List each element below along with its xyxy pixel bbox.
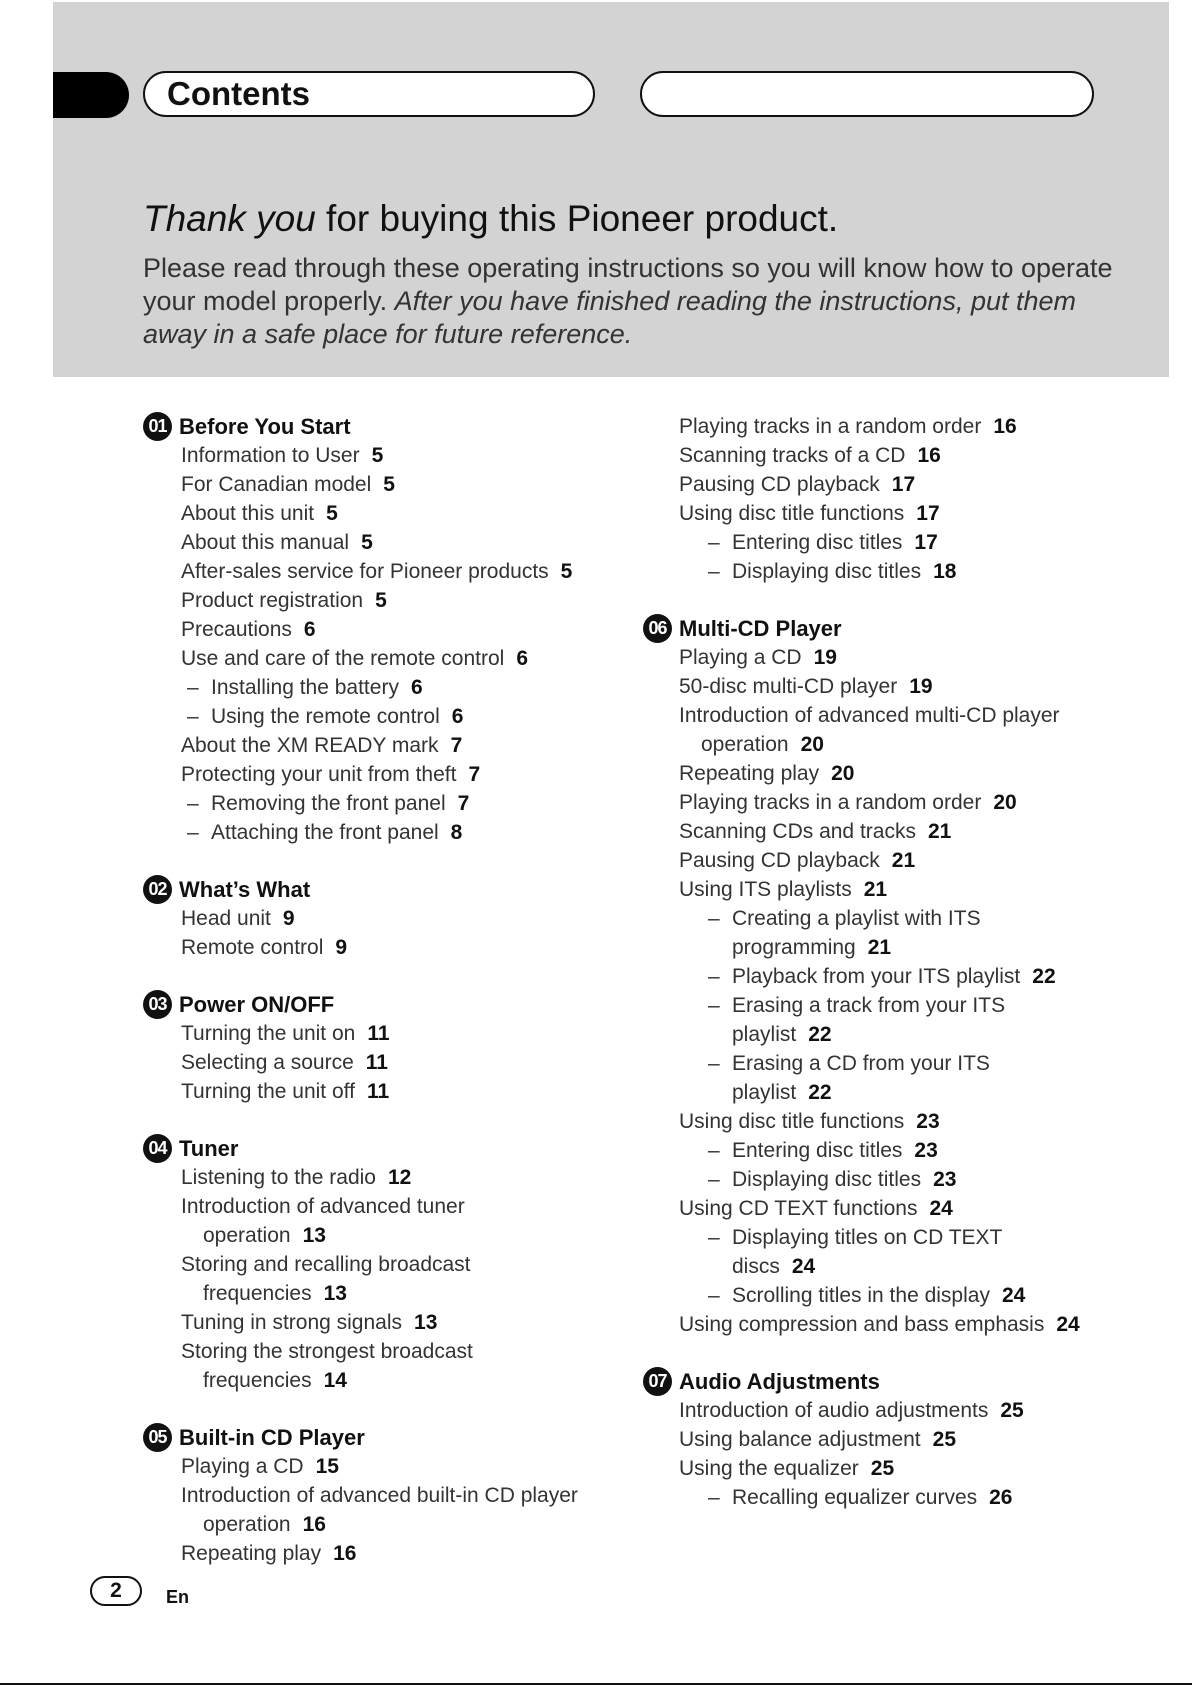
toc-page-number: 9 — [335, 936, 348, 959]
toc-entry-text: Using disc title functions — [679, 502, 905, 525]
toc-entry — [143, 441, 613, 470]
toc-entry-continuation-text: discs — [732, 1255, 780, 1278]
toc-entry — [143, 1539, 613, 1568]
toc-entry — [143, 528, 613, 557]
toc-column-right — [643, 412, 1113, 1540]
toc-entry-continuation-text: operation — [203, 1513, 291, 1536]
toc-page-number: 18 — [933, 560, 957, 583]
toc-entry — [143, 586, 613, 615]
toc-entry-text: Turning the unit off — [181, 1080, 355, 1103]
toc-page-number: 17 — [914, 531, 938, 554]
toc-entry-text: Using CD TEXT functions — [679, 1197, 918, 1220]
toc-page-number: 5 — [560, 560, 573, 583]
toc-entry-text: Turning the unit on — [181, 1022, 356, 1045]
toc-section — [143, 990, 613, 1106]
toc-entry-text: Entering disc titles — [732, 531, 903, 554]
toc-entry — [643, 1165, 1113, 1194]
section-number-badge: 02 — [143, 875, 172, 904]
toc-entry-text: Erasing a CD from your ITS — [732, 1052, 990, 1075]
toc-entry-text: About the XM READY mark — [181, 734, 439, 757]
toc-entry-continuation-text: operation — [203, 1224, 291, 1247]
toc-entry-text: Pausing CD playback — [679, 849, 880, 872]
toc-entry-text: Using ITS playlists — [679, 878, 852, 901]
toc-entry — [143, 557, 613, 586]
toc-entry-text: Installing the battery — [211, 676, 399, 699]
toc-entry — [643, 1281, 1113, 1310]
toc-section-continued — [643, 412, 1113, 586]
section-tab-marker — [53, 72, 129, 118]
toc-section-heading — [143, 1134, 613, 1163]
toc-page-number: 5 — [326, 502, 338, 525]
toc-page-number: 9 — [282, 907, 295, 930]
toc-entry — [143, 1308, 613, 1337]
toc-entry — [643, 1425, 1113, 1454]
toc-entry-continuation — [181, 1510, 613, 1539]
toc-entry-continuation — [679, 730, 1113, 759]
toc-entry-continuation-text: frequencies — [203, 1282, 312, 1305]
toc-entry-continuation — [181, 1279, 613, 1308]
toc-page-number: 20 — [993, 791, 1017, 814]
toc-page-number: 23 — [914, 1139, 938, 1162]
toc-entry — [643, 412, 1113, 441]
toc-entry — [643, 1223, 1113, 1281]
toc-entry — [643, 991, 1113, 1049]
toc-page-number: 25 — [1000, 1399, 1024, 1422]
toc-entry — [643, 1483, 1113, 1512]
toc-page-number: 5 — [371, 444, 384, 467]
toc-section-title: Before You Start — [179, 413, 351, 439]
toc-section-heading — [143, 875, 613, 904]
toc-entry — [143, 1337, 613, 1395]
toc-page-number: 6 — [451, 705, 464, 728]
section-number-badge: 01 — [143, 412, 172, 441]
toc-entry — [143, 1077, 613, 1106]
toc-section-heading — [143, 412, 613, 441]
toc-entry-text: Playing tracks in a random order — [679, 791, 982, 814]
toc-page-number: 22 — [1032, 965, 1056, 988]
toc-entry-text: Head unit — [181, 907, 271, 930]
toc-entry-text: Pausing CD playback — [679, 473, 880, 496]
section-number-badge: 07 — [643, 1367, 672, 1396]
toc-page-number: 7 — [457, 792, 470, 815]
toc-section — [643, 1367, 1113, 1512]
toc-entry-text: Scanning tracks of a CD — [679, 444, 906, 467]
page-number-badge: 2 — [90, 1576, 142, 1606]
toc-page-number: 16 — [993, 415, 1017, 438]
toc-page-number: 23 — [933, 1168, 957, 1191]
toc-page-number: 16 — [302, 1513, 326, 1536]
toc-entry — [143, 731, 613, 760]
toc-entry-text: Storing and recalling broadcast — [181, 1253, 471, 1276]
toc-page-number: 6 — [303, 618, 316, 641]
toc-page-number: 19 — [813, 646, 837, 669]
toc-entry-text: Information to User — [181, 444, 360, 467]
toc-page-number: 26 — [989, 1486, 1013, 1509]
toc-page-number: 6 — [410, 676, 423, 699]
toc-entry-text: Displaying disc titles — [732, 1168, 922, 1191]
thank-you-rest: for buying this Pioneer product. — [315, 198, 839, 239]
toc-page-number: 19 — [909, 675, 933, 698]
toc-entry-text: Introduction of audio adjustments — [679, 1399, 989, 1422]
toc-page-number: 11 — [366, 1080, 390, 1103]
toc-entry-text: Recalling equalizer curves — [732, 1486, 978, 1509]
section-number-badge: 04 — [143, 1134, 172, 1163]
toc-page-number: 11 — [365, 1051, 388, 1074]
toc-entry — [643, 1310, 1113, 1339]
toc-entry — [643, 904, 1113, 962]
toc-entry — [643, 470, 1113, 499]
toc-entry — [143, 1163, 613, 1192]
toc-entry-text: Scanning CDs and tracks — [679, 820, 916, 843]
section-number-badge: 05 — [143, 1423, 172, 1452]
toc-entry-text: Displaying disc titles — [732, 560, 922, 583]
page-title: Contents — [167, 75, 310, 112]
toc-page-number: 24 — [929, 1197, 953, 1220]
toc-entry — [643, 499, 1113, 528]
section-number-badge: 03 — [143, 990, 172, 1019]
toc-section-heading — [143, 990, 613, 1019]
toc-entry — [143, 499, 613, 528]
toc-section — [643, 614, 1113, 1339]
toc-section-title: What’s What — [179, 876, 311, 902]
toc-page-number: 24 — [791, 1255, 816, 1278]
toc-entry-continuation — [732, 933, 1113, 962]
toc-entry — [143, 1192, 613, 1250]
toc-entry — [643, 528, 1113, 557]
toc-page-number: 25 — [870, 1457, 895, 1480]
toc-entry — [143, 673, 613, 702]
toc-entry — [143, 789, 613, 818]
toc-entry-continuation — [732, 1078, 1113, 1107]
toc-entry-text: Repeating play — [679, 762, 820, 785]
toc-page-number: 20 — [800, 733, 824, 756]
toc-page-number: 8 — [450, 821, 463, 844]
toc-entry-text: Playing tracks in a random order — [679, 415, 982, 438]
toc-entry — [143, 904, 613, 933]
toc-section-heading — [643, 1367, 1113, 1396]
toc-entry-text: Using compression and bass emphasis — [679, 1313, 1045, 1336]
toc-page-number: 7 — [450, 734, 463, 757]
toc-entry-text: Protecting your unit from theft — [181, 763, 457, 786]
toc-entry-continuation-text: frequencies — [203, 1369, 312, 1392]
intro-paragraph — [143, 252, 1123, 351]
toc-page-number: 20 — [831, 762, 855, 785]
toc-entry-text: Introduction of advanced built-in CD player — [181, 1484, 578, 1507]
toc-page-number: 6 — [516, 647, 529, 670]
toc-entry-text: Removing the front panel — [211, 792, 446, 815]
toc-entry — [643, 441, 1113, 470]
toc-section-title: Tuner — [179, 1135, 239, 1161]
toc-entry — [143, 760, 613, 789]
toc-page-number: 21 — [891, 849, 916, 872]
thank-you-italic: Thank you — [143, 198, 316, 239]
toc-section-heading — [643, 614, 1113, 643]
toc-entry-text: Tuning in strong signals — [181, 1311, 403, 1334]
toc-entry-continuation — [181, 1366, 613, 1395]
toc-entry — [143, 818, 613, 847]
toc-page-number: 13 — [414, 1311, 438, 1334]
toc-entry — [643, 557, 1113, 586]
toc-entry-text: After-sales service for Pioneer products — [181, 560, 549, 583]
toc-page-number: 11 — [367, 1022, 390, 1045]
toc-entry — [643, 788, 1113, 817]
toc-page-number: 5 — [361, 531, 373, 554]
toc-entry-continuation-text: operation — [701, 733, 789, 756]
toc-entry — [643, 1107, 1113, 1136]
toc-entry — [143, 1452, 613, 1481]
toc-entry-text: Introduction of advanced tuner — [181, 1195, 465, 1218]
toc-page-number: 21 — [867, 936, 892, 959]
toc-entry-text: About this manual — [181, 531, 350, 554]
toc-entry-text: For Canadian model — [181, 473, 372, 496]
language-code: En — [166, 1587, 190, 1607]
toc-page-number: 21 — [863, 878, 888, 901]
toc-column-left — [143, 412, 613, 1596]
toc-entry — [643, 1136, 1113, 1165]
toc-page-number: 24 — [1001, 1284, 1026, 1307]
toc-entry-continuation-text: playlist — [732, 1081, 797, 1104]
toc-section-title: Built-in CD Player — [179, 1424, 365, 1450]
toc-page-number: 5 — [383, 473, 395, 496]
toc-entry — [143, 1048, 613, 1077]
blank-pill — [640, 71, 1094, 117]
thank-you-heading — [143, 198, 838, 240]
toc-entry-continuation-text: programming — [732, 936, 856, 959]
toc-entry-continuation — [732, 1252, 1113, 1281]
toc-page-number: 16 — [333, 1542, 357, 1565]
toc-entry-text: About this unit — [181, 502, 315, 525]
toc-entry-continuation — [732, 1020, 1113, 1049]
toc-page-number: 23 — [916, 1110, 940, 1133]
toc-entry-text: Use and care of the remote control — [181, 647, 505, 670]
toc-page-number: 22 — [808, 1023, 832, 1046]
toc-entry — [643, 672, 1113, 701]
toc-entry — [143, 644, 613, 673]
toc-entry — [643, 1049, 1113, 1107]
toc-page-number: 24 — [1056, 1313, 1080, 1336]
toc-entry-text: Using disc title functions — [679, 1110, 905, 1133]
toc-page-number: 15 — [315, 1455, 339, 1478]
toc-entry — [143, 1019, 613, 1048]
toc-entry — [643, 1194, 1113, 1223]
toc-entry — [643, 643, 1113, 672]
toc-page-number: 7 — [468, 763, 481, 786]
toc-entry-text: Attaching the front panel — [211, 821, 439, 844]
toc-section — [143, 412, 613, 847]
toc-entry-text: Displaying titles on CD TEXT — [732, 1226, 1003, 1249]
toc-entry-text: Introduction of advanced multi-CD player — [679, 704, 1060, 727]
toc-entry-text: Scrolling titles in the display — [732, 1284, 990, 1307]
toc-entry-text: Using the equalizer — [679, 1457, 859, 1480]
toc-entry-text: Repeating play — [181, 1542, 322, 1565]
toc-entry-text: Playing a CD — [679, 646, 802, 669]
toc-entry-text: Creating a playlist with ITS — [732, 907, 981, 930]
toc-entry-text: Listening to the radio — [181, 1166, 376, 1189]
toc-entry-text: Remote control — [181, 936, 324, 959]
toc-section — [143, 1423, 613, 1568]
toc-entry-text: Erasing a track from your ITS — [732, 994, 1006, 1017]
toc-page-number: 16 — [917, 444, 941, 467]
toc-page-number: 14 — [323, 1369, 347, 1392]
toc-page-number: 17 — [916, 502, 940, 525]
toc-entry — [643, 1454, 1113, 1483]
toc-entry — [143, 470, 613, 499]
toc-entry-continuation-text: playlist — [732, 1023, 797, 1046]
toc-entry — [143, 933, 613, 962]
intro-plain: Please read through these operating instructions so you will know how to operate your model properly. — [143, 253, 1113, 316]
toc-section — [143, 1134, 613, 1395]
toc-entry — [643, 875, 1113, 904]
intro-italic: After you have finished reading the instructions, put them away in a safe place for future reference. — [143, 286, 1077, 349]
toc-entry — [143, 615, 613, 644]
toc-entry-text: Entering disc titles — [732, 1139, 903, 1162]
toc-section-title: Multi-CD Player — [679, 615, 842, 641]
section-number-badge: 06 — [643, 614, 672, 643]
toc-page-number: 13 — [302, 1224, 326, 1247]
toc-entry-continuation — [181, 1221, 613, 1250]
toc-entry — [643, 817, 1113, 846]
toc-page-number: 17 — [891, 473, 916, 496]
toc-entry-text: Playback from your ITS playlist — [732, 965, 1021, 988]
toc-section — [143, 875, 613, 962]
toc-section-title: Audio Adjustments — [679, 1368, 880, 1394]
toc-entry-text: 50-disc multi-CD player — [679, 675, 898, 698]
toc-entry — [143, 1481, 613, 1539]
toc-section-heading — [143, 1423, 613, 1452]
toc-entry-text: Product registration — [181, 589, 364, 612]
toc-page-number: 22 — [808, 1081, 832, 1104]
toc-page-number: 13 — [323, 1282, 347, 1305]
toc-entry-text: Storing the strongest broadcast — [181, 1340, 473, 1363]
toc-entry — [643, 962, 1113, 991]
toc-page-number: 12 — [387, 1166, 412, 1189]
toc-entry-text: Selecting a source — [181, 1051, 354, 1074]
toc-page-number: 5 — [375, 589, 387, 612]
toc-entry — [643, 1396, 1113, 1425]
toc-page-number: 25 — [932, 1428, 957, 1451]
toc-entry-text: Precautions — [181, 618, 292, 641]
toc-entry — [643, 701, 1113, 759]
toc-entry-text: Using the remote control — [211, 705, 440, 728]
toc-entry — [143, 702, 613, 731]
toc-entry-text: Playing a CD — [181, 1455, 304, 1478]
toc-entry — [643, 759, 1113, 788]
toc-entry — [643, 846, 1113, 875]
toc-page-number: 21 — [927, 820, 952, 843]
toc-section-title: Power ON/OFF — [179, 991, 335, 1017]
toc-entry — [143, 1250, 613, 1308]
toc-entry-text: Using balance adjustment — [679, 1428, 921, 1451]
